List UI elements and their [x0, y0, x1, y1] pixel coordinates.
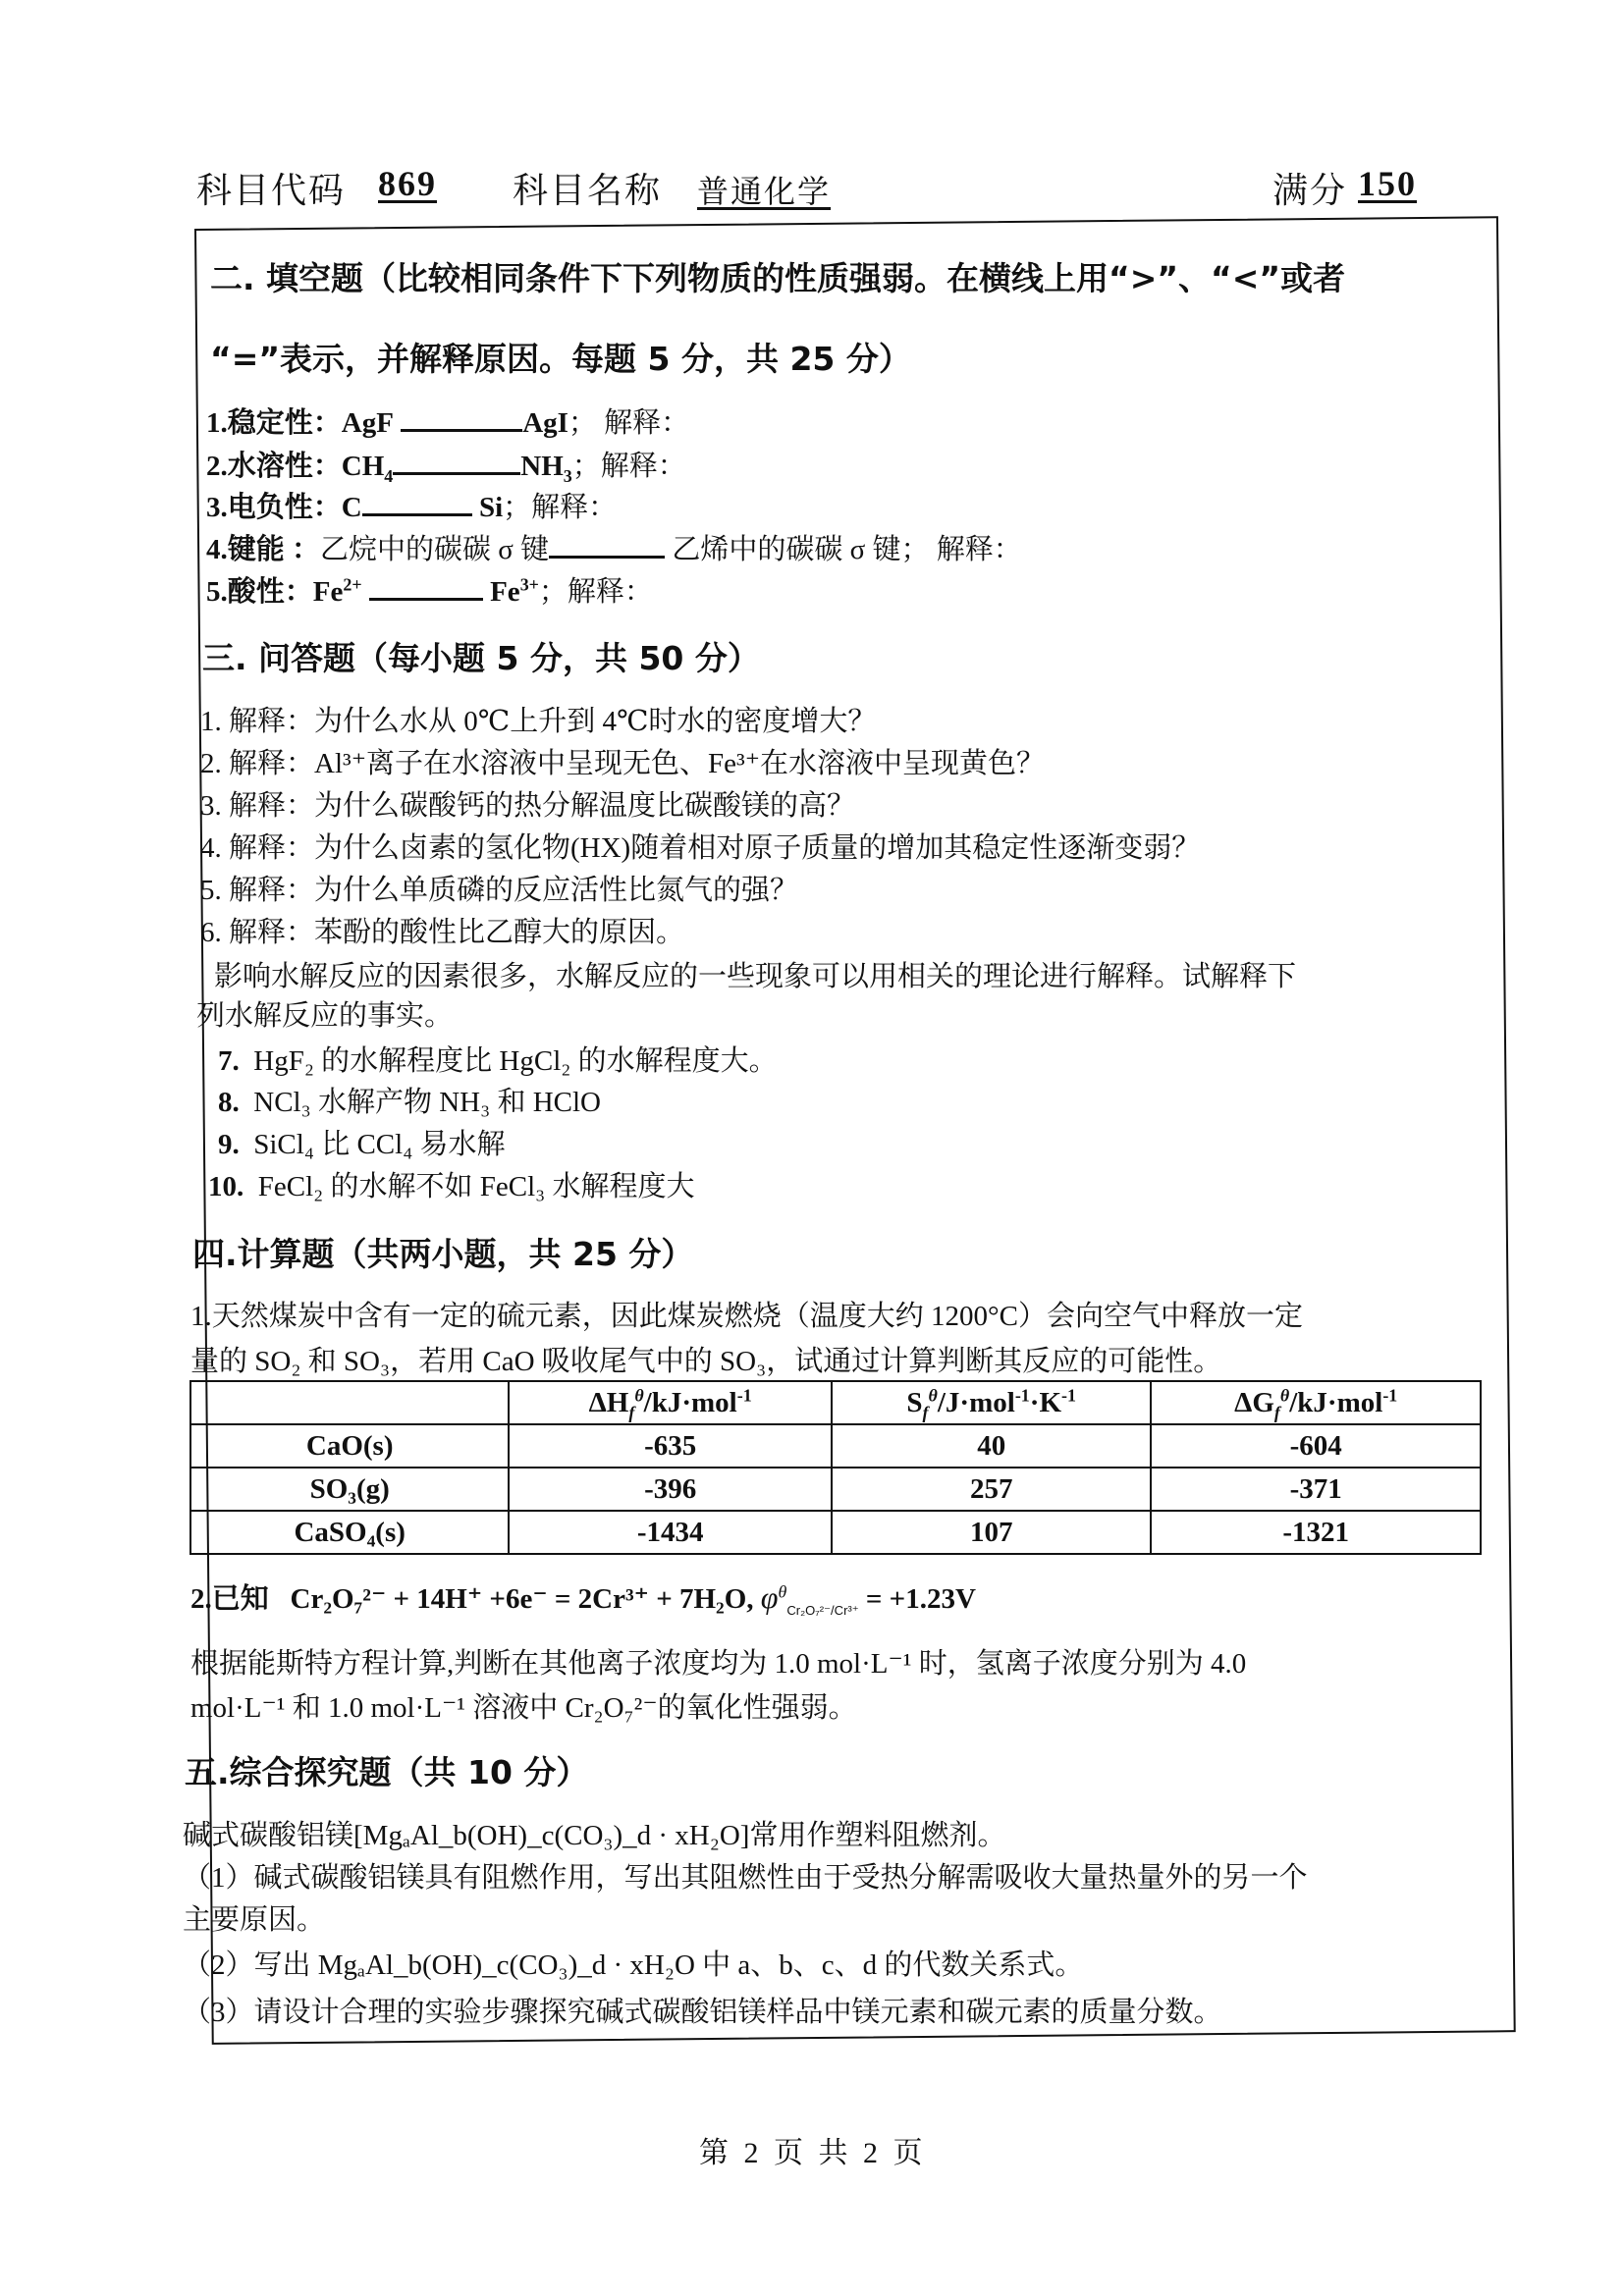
fill-item-2: 2.水溶性：$CH_4$ $NH_3$；解释：	[206, 451, 686, 486]
enthalpy-cell: -1434	[509, 1511, 832, 1554]
qa-item-4: 4. 解释：为什么卤素的氢化物(HX)随着相对原子质量的增加其稳定性逐渐变弱？	[200, 832, 1201, 864]
table-row	[190, 1511, 1481, 1554]
qa-item-6: 6. 解释：苯酚的酸性比乙醇大的原因。	[200, 917, 685, 948]
hydrolysis-item-7: 7. HgF₂ 的水解程度比 HgCl₂ 的水解程度大。	[218, 1045, 778, 1077]
entropy-cell: 40	[832, 1424, 1152, 1468]
thermo-data-table	[189, 1380, 1482, 1555]
inquiry-q2: （2）写出 MgₐAl_b(OH)_c(CO₃)_d · xH₂O 中 a、b、c、d 的代数关系式。	[183, 1949, 1084, 1981]
table-row	[190, 1468, 1481, 1511]
hydrolysis-item-8: 8. NCl₃ 水解产物 NH₃ 和 HClO	[218, 1087, 601, 1118]
subject-name-value: 普通化学	[697, 174, 832, 209]
hydrolysis-intro-line2: 列水解反应的事实。	[196, 1000, 454, 1032]
hydrolysis-item-10: 10. FeCl₂ 的水解不如 FeCl₃ 水解程度大	[208, 1171, 695, 1202]
calc-q2-line2: mol·L⁻¹ 和 1.0 mol·L⁻¹ 溶液中 Cr₂O₇²⁻的氧化性强弱。	[190, 1692, 857, 1724]
page-number: 第 2 页 共 2 页	[699, 2137, 927, 2169]
full-score-value: 150	[1358, 164, 1417, 203]
fill-item-1: 1.稳定性：AgF AgI； 解释：	[206, 407, 690, 439]
inquiry-intro: 碱式碳酸铝镁[MgₐAl_b(OH)_c(CO₃)_d · xH₂O]常用作塑料阻燃剂。	[183, 1820, 1006, 1851]
section2-title-line1: 二. 填空题（比较相同条件下下列物质的性质强弱。在横线上用“>”、“<”或者	[210, 259, 1346, 297]
entropy-cell: 107	[832, 1511, 1152, 1554]
qa-item-5: 5. 解释：为什么单质磷的反应活性比氮气的强？	[200, 875, 799, 906]
species-cell: SO₃(g)	[190, 1468, 509, 1511]
subject-code-label: 科目代码	[196, 171, 347, 210]
answer-blank-3[interactable]	[362, 492, 472, 516]
gibbs-cell: -604	[1151, 1424, 1481, 1468]
table-header-row	[190, 1381, 1481, 1424]
gibbs-cell: -371	[1151, 1468, 1481, 1511]
calc-q2-equation: 2.已知 Cr₂O₇²⁻ + 14H⁺ +6e⁻ = 2Cr³⁺ + 7H₂O, $\varphi^\theta_{Cr_2O_7^{2-}/Cr^{3+}} = +1.23V$	[190, 1579, 976, 1618]
subject-name-label: 科目名称	[513, 171, 663, 210]
enthalpy-cell: -635	[509, 1424, 832, 1468]
qa-item-2: 2. 解释：Al³⁺离子在水溶液中呈现无色、Fe³⁺在水溶液中呈现黄色？	[200, 748, 1046, 779]
inquiry-q3: （3）请设计合理的实验步骤探究碱式碳酸铝镁样品中镁元素和碳元素的质量分数。	[183, 1997, 1222, 2028]
section4-title: 四.计算题（共两小题，共 25 分）	[192, 1235, 694, 1273]
qa-item-3: 3. 解释：为什么碳酸钙的热分解温度比碳酸镁的高？	[200, 790, 856, 822]
table-header-cell	[190, 1381, 509, 1424]
qa-item-1: 1. 解释：为什么水从 0℃上升到 4℃时水的密度增大？	[200, 706, 877, 737]
answer-blank-4[interactable]	[549, 534, 665, 559]
table-header-cell: $\Delta H_f^\theta/kJ\cdot mol^{-1}$	[509, 1381, 832, 1424]
table-header-cell: $\Delta G_f^\theta/kJ\cdot mol^{-1}$	[1151, 1381, 1481, 1424]
species-cell: CaO(s)	[190, 1424, 509, 1468]
inquiry-q1-line1: （1）碱式碳酸铝镁具有阻燃作用，写出其阻燃性由于受热分解需吸收大量热量外的另一个	[183, 1862, 1308, 1894]
section2-title-line2: “=”表示，并解释原因。每题 5 分，共 25 分）	[210, 340, 911, 378]
table-header-cell: $S_f^\theta/J\cdot mol^{-1}\cdot K^{-1}$	[832, 1381, 1152, 1424]
section3-title: 三. 问答题（每小题 5 分，共 50 分）	[202, 639, 760, 677]
full-score-label: 满分	[1272, 171, 1348, 210]
fill-item-5: 5.酸性：$Fe^{2+}$ $Fe^{3+}$；解释：	[206, 574, 653, 608]
answer-blank-5[interactable]	[369, 576, 483, 601]
entropy-cell: 257	[832, 1468, 1152, 1511]
subject-code-value: 869	[378, 164, 437, 203]
fill-item-4: 4.键能 ：乙烷中的碳碳 σ 键 乙烯中的碳碳 σ 键； 解释：	[206, 534, 1022, 565]
gibbs-cell: -1321	[1151, 1511, 1481, 1554]
section5-title: 五.综合探究题（共 10 分）	[185, 1753, 589, 1791]
fill-item-3: 3.电负性：C Si；解释：	[206, 492, 618, 523]
inquiry-q1-line2: 主要原因。	[183, 1904, 326, 1936]
potential-symbol: φ	[760, 1579, 779, 1615]
enthalpy-cell: -396	[509, 1468, 832, 1511]
hydrolysis-intro-line1: 影响水解反应的因素很多，水解反应的一些现象可以用相关的理论进行解释。试解释下	[214, 961, 1297, 992]
table-row	[190, 1424, 1481, 1468]
species-cell: CaSO₄(s)	[190, 1511, 509, 1554]
calc-q2-line1: 根据能斯特方程计算,判断在其他离子浓度均为 1.0 mol·L⁻¹ 时，氢离子浓度分别为 4.0	[190, 1648, 1247, 1680]
hydrolysis-item-9: 9. SiCl₄ 比 CCl₄ 易水解	[218, 1129, 506, 1160]
answer-blank-2[interactable]	[393, 451, 520, 475]
calc-q1-line2: 量的 SO₂ 和 SO₃，若用 CaO 吸收尾气中的 SO₃，试通过计算判断其反应的可能性。	[190, 1346, 1222, 1377]
calc-q1-line1: 1.天然煤炭中含有一定的硫元素，因此煤炭燃烧（温度大约 1200°C）会向空气中释放一定	[190, 1301, 1303, 1332]
answer-blank-1[interactable]	[401, 407, 522, 432]
